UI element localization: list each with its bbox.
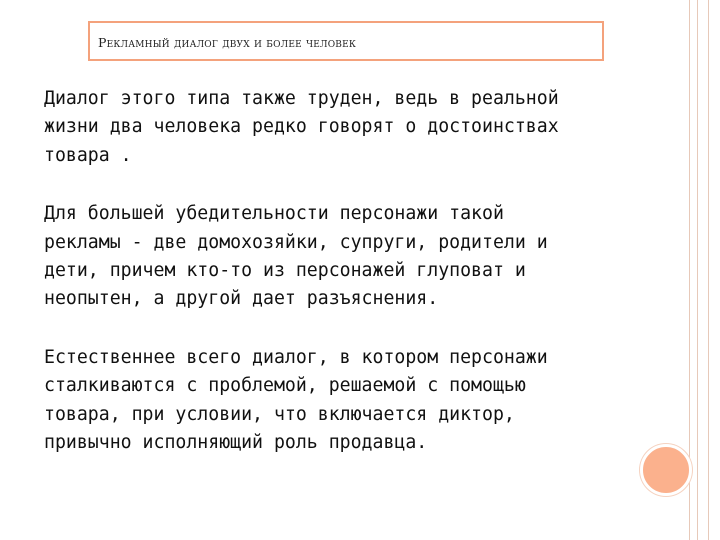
paragraph-2: Для большей убедительности персонажи такой рекламы - две домохозяйки, супруги, родители и дети, причем кто-то из персонажей глуповат и неопытен, а другой дает разъяснения. (44, 203, 548, 310)
paragraph-1: Диалог этого типа также труден, ведь в реальной жизни два человека редко говорят о достоинствах товара . (44, 88, 559, 166)
decorative-rail-line (697, 0, 698, 540)
title-frame (88, 21, 604, 61)
decorative-rail-line (708, 0, 709, 540)
slide-body (44, 85, 644, 487)
paragraph-3: Естественнее всего диалог, в котором персонажи сталкиваются с проблемой, решаемой с помощью товара, при условии, что включается диктор, привычно исполняющий роль продавца. (44, 346, 548, 454)
slide-title: Рекламный диалог двух и более человек (98, 35, 357, 50)
decorative-circle (640, 444, 692, 496)
